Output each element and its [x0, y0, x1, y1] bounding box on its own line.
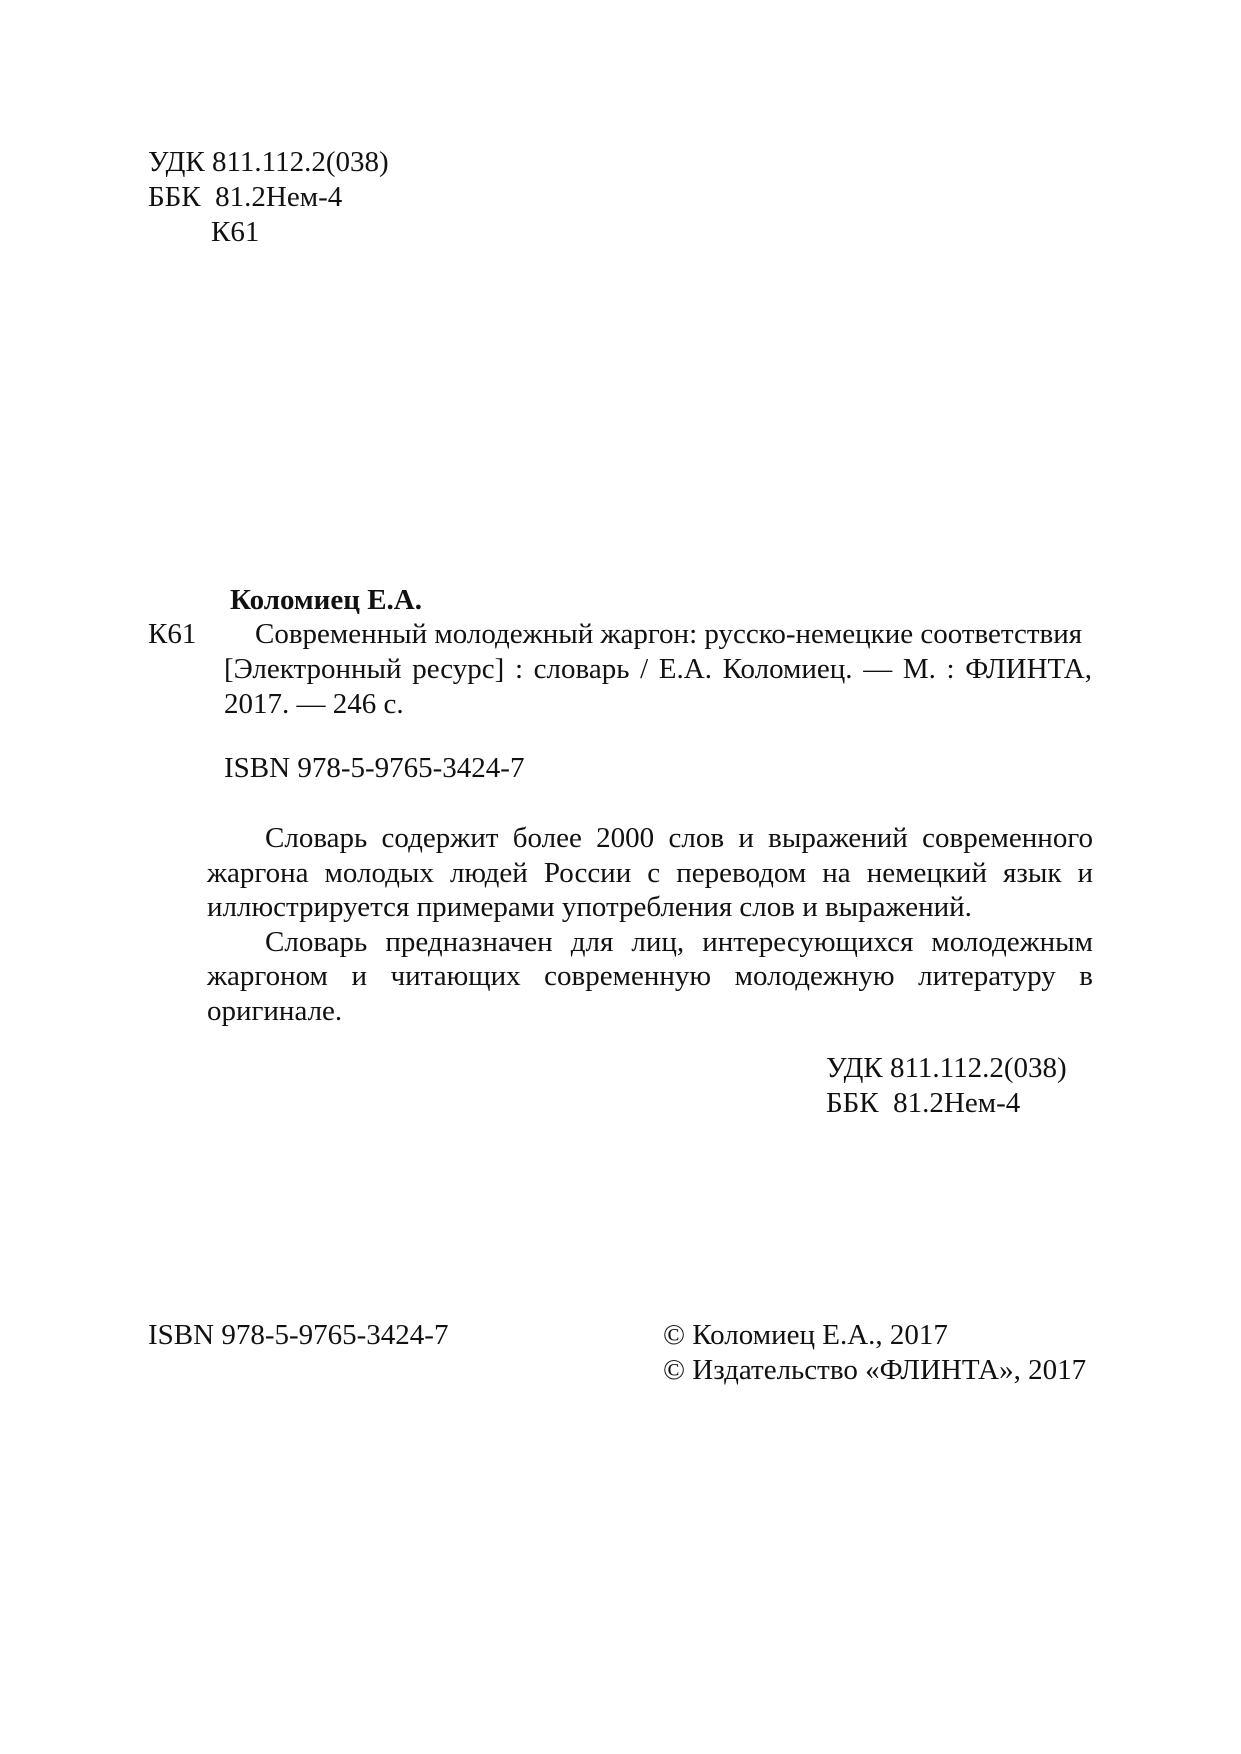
- isbn: ISBN 978-5-9765-3424-7: [224, 752, 525, 784]
- isbn-footer: ISBN 978-5-9765-3424-7: [148, 1319, 449, 1351]
- udk-code: УДК 811.112.2(038): [148, 146, 389, 178]
- entry-author-mark: К61: [148, 618, 197, 650]
- author-mark: К61: [211, 216, 260, 248]
- copyright-author: © Коломиец Е.А., 2017: [663, 1319, 948, 1351]
- title-line-2: [Электронный ресурс] : словарь / Е.А. Коломиец. — М. : ФЛИНТА,: [224, 653, 1092, 685]
- bibliographic-description: [224, 617, 1092, 722]
- bbk-code: ББК 81.2Нем-4: [148, 181, 343, 213]
- annotation-paragraph: Словарь предназначен для лиц, интересующихся молодежным жаргоном и читающих современную молодежную литературу в оригинале.: [207, 925, 1093, 1027]
- annotation-paragraph: Словарь содержит более 2000 слов и выражений современного жаргона молодых людей России с переводом на немецкий язык и иллюстрируется примерами употребления слов и выражений.: [207, 822, 1093, 923]
- title-line-3: 2017. — 246 с.: [224, 688, 404, 720]
- bbk-code-bottom: ББК 81.2Нем-4: [826, 1087, 1021, 1119]
- author-name: Коломиец Е.А.: [230, 584, 422, 616]
- copyright-publisher: © Издательство «ФЛИНТА», 2017: [663, 1354, 1087, 1386]
- udk-code-bottom: УДК 811.112.2(038): [826, 1052, 1067, 1084]
- title-line-1: Современный молодежный жаргон: русско-немецкие соответствия: [255, 618, 1083, 650]
- annotation: [207, 821, 1093, 1028]
